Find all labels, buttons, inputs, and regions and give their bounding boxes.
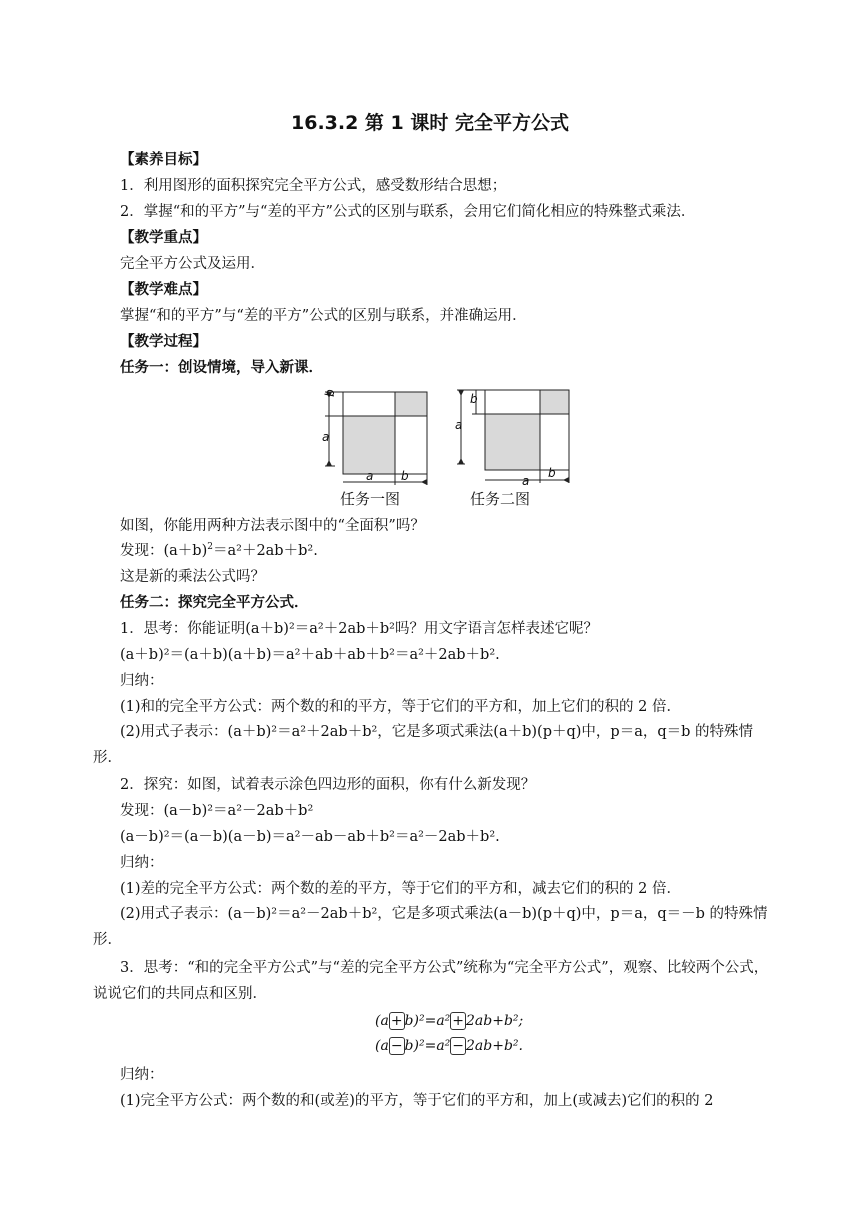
question-2: 这是新的乘法公式吗？ xyxy=(120,569,265,585)
summary-3: (1)完全平方公式：两个数的和(或差)的平方，等于它们的平方和，加上(或减去)它们的积的 2 xyxy=(120,1093,714,1109)
fig2-label-a-bottom: a xyxy=(522,474,530,488)
task-1-figure xyxy=(315,386,435,486)
summary-label-1: 归纳： xyxy=(120,673,164,689)
fig1-label-a-bottom: a xyxy=(366,469,374,483)
difficulty-point: 掌握“和的平方”与“差的平方”公式的区别与联系，并准确运用． xyxy=(120,308,527,324)
fig1-label-b-bottom: b xyxy=(401,469,409,483)
fig2-label-b-right: b xyxy=(548,466,556,480)
summary-2-1: (1)差的完全平方公式：两个数的差的平方，等于它们的平方和，减去它们的积的 2 倍． xyxy=(120,881,681,897)
fig2-label-a-left: a xyxy=(455,418,463,432)
summary-1-1: (1)和的完全平方公式：两个数的和的平方，等于它们的平方和，加上它们的积的 2 倍． xyxy=(120,699,681,715)
section-process-heading: 【教学过程】 xyxy=(120,334,207,350)
fig1-caption: 任务一图 xyxy=(340,490,401,508)
section-key-heading: 【教学重点】 xyxy=(120,230,207,246)
finding-2: 发现：(a－b)²＝a²－2ab＋b² xyxy=(120,803,314,819)
section-difficulty-heading: 【教学难点】 xyxy=(120,282,207,298)
task-1-heading: 任务一：创设情境，导入新课． xyxy=(120,360,323,376)
summary-label-3: 归纳： xyxy=(120,1067,164,1083)
summary-1-2: (2)用式子表示：(a＋b)²＝a²＋2ab＋b²，它是多项式乘法(a＋b)(p＋q)中，p＝a，q＝b 的特殊情形． xyxy=(93,724,754,766)
section-goals-heading: 【素养目标】 xyxy=(120,152,207,168)
think-3: 3．思考：“和的完全平方公式”与“差的完全平方公式”统称为“完全平方公式”，观察、比较两个公式，说说它们的共同点和区别． xyxy=(93,960,769,1002)
fig1-label-b-left: b xyxy=(322,389,337,397)
task-2-heading: 任务二：探究完全平方公式． xyxy=(120,595,309,611)
summary-2-2: (2)用式子表示：(a－b)²＝a²－2ab＋b²，它是多项式乘法(a－b)(p＋q)中，p＝a，q＝－b 的特殊情形． xyxy=(93,906,768,948)
page-title: 16.3.2 第 1 课时 完全平方公式 xyxy=(291,112,569,134)
compare-formula-sum: (a + b)²=a² + 2ab+b²; xyxy=(375,1013,524,1029)
fig1-label-a-left: a xyxy=(322,430,330,444)
think-1: 1．思考：你能证明(a＋b)²＝a²＋2ab＋b²吗？用文字语言怎样表述它呢？ xyxy=(120,621,598,637)
explore-2: 2．探究：如图，试着表示涂色四边形的面积，你有什么新发现？ xyxy=(120,777,536,793)
fig2-label-b-left: b xyxy=(470,392,478,406)
task-2-figure xyxy=(450,384,575,486)
proof-1: (a＋b)²＝(a＋b)(a＋b)＝a²＋ab＋ab＋b²＝a²＋2ab＋b². xyxy=(120,647,500,663)
finding-1: 发现：$(a+b)^2=a^2+2ab+b^2$. xyxy=(120,542,318,559)
compare-formula-difference: (a − b)²=a² − 2ab+b². xyxy=(375,1038,523,1054)
key-point: 完全平方公式及运用． xyxy=(120,256,265,272)
fig2-caption: 任务二图 xyxy=(470,490,531,508)
goal-2: 2．掌握“和的平方”与“差的平方”公式的区别与联系，会用它们简化相应的特殊整式乘法． xyxy=(120,204,696,220)
goal-1: 1．利用图形的面积探究完全平方公式，感受数形结合思想； xyxy=(120,178,507,194)
summary-label-2: 归纳： xyxy=(120,855,164,871)
question-1: 如图，你能用两种方法表示图中的“全面积”吗？ xyxy=(120,518,425,534)
proof-2: (a－b)²＝(a－b)(a－b)＝a²－ab－ab＋b²＝a²－2ab＋b². xyxy=(120,829,500,845)
